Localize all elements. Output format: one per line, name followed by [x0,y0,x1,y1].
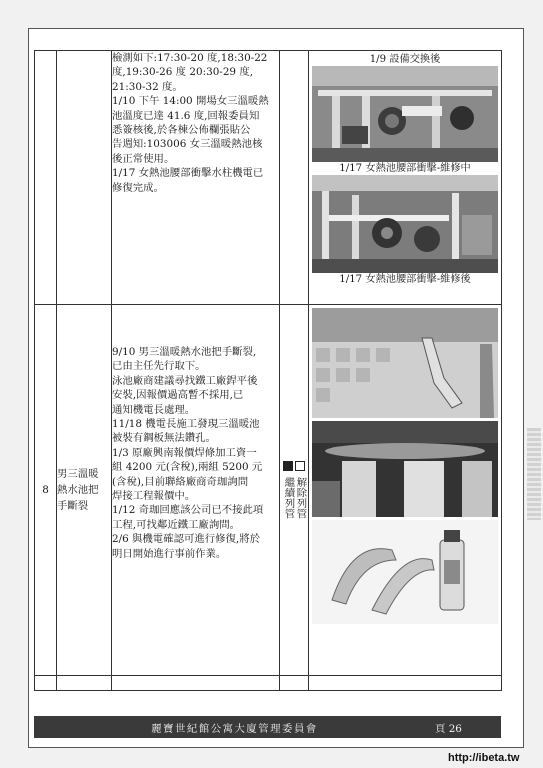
photo-caption: 1/17 女熱池腰部衝擊-維修中 [339,163,471,174]
item-name-cell [57,305,112,676]
item-name-line: 熱水池把 [57,484,99,496]
item-number-cell [35,51,57,305]
description-line: 檢測如下:17:30-20 度,18:30-22 [112,52,268,64]
description-cell [112,51,280,305]
description-line: 工程,可找鄰近鐵工廠詢問。 [112,518,240,531]
status-option-continue [283,461,294,519]
item-name-line: 男三溫暖 [57,468,99,480]
description-line: 已由主任先行取下。 [112,360,206,373]
description-line: 修復完成。 [112,181,164,194]
status-cell [280,305,309,676]
pool-handle-photo [312,308,498,418]
status-cell [280,51,309,305]
page-footer [34,716,501,738]
description-line: 泳池廠商建議尋找鐵工廠銲平後 [112,374,258,387]
description-line: 21:30-32 度。 [112,80,183,93]
pool-bench-photo [312,421,498,517]
description-line: 1/3 原廠興南報價焊條加工資一 [112,446,257,459]
description-line: 後正常使用。 [112,152,175,165]
description-line: 明日開始進行事前作業。 [112,547,227,560]
photo-cell [309,305,502,676]
table-row [35,676,502,691]
item-name-cell [57,51,112,305]
description-line: 1/12 奇珈回應該公司已不接此項 [112,504,264,517]
description-line: 告週知:103006 女三溫暖熱池核 [112,138,263,151]
photo-caption: 1/9 設備交換後 [369,54,441,65]
broken-handle-parts-photo [312,520,498,624]
description-line: 度,19:30-26 度 20:30-29 度, [112,66,254,79]
table-row [35,51,502,305]
description-line: 悉簽核後,於各棟公佈欄張貼公 [112,124,251,137]
description-line: 1/10 下午 14:00 開場女三溫暖熱 [112,95,269,108]
table-row [35,305,502,676]
release-label: 解除列管 [294,477,307,519]
pool-pump-repair-photo [312,175,498,273]
continue-label: 繼續列管 [282,477,295,519]
page-number: 頁 26 [435,722,462,735]
photo-caption: 1/17 女熱池腰部衝擊-維修後 [339,274,471,285]
status-options [283,461,306,519]
description-line: 1/17 女熱池腰部衝擊水柱機電已 [112,167,264,180]
maintenance-table [34,50,502,691]
description-line: 9/10 男三溫暖熱水池把手斷裂, [112,346,257,358]
photo-cell [309,51,502,305]
description-line: 池溫度已達 41.6 度,回報委員知 [112,109,260,122]
site-watermark: http://ibeta.tw [448,752,520,764]
pump-equipment-photo [312,66,498,162]
description-line: 2/6 與機電確認可進行修復,將於 [112,533,261,546]
item-name-line: 手斷裂 [57,500,89,512]
description-line: 組 4200 元(含稅),兩組 5200 元 [112,461,263,474]
description-line: 11/18 機電長施工發現三溫暖池 [112,418,260,431]
description-line: 通知機電長處理。 [112,403,196,416]
description-line: 被裝有鋼板無法鑽孔。 [112,432,216,445]
description-line: 安裝,因報價過高暫不採用,已 [112,389,244,402]
release-checkbox [295,461,305,471]
continue-checkbox-checked [283,461,293,471]
description-line: 焊接工程報價中。 [112,490,196,503]
description-cell [112,305,280,676]
adjacent-page-edge [527,428,541,520]
status-option-release [295,461,306,519]
item-number: 8 [35,305,57,676]
committee-name: 麗寶世紀館公寓大廈管理委員會 [151,722,318,735]
description-line: (含稅),目前聯絡廠商奇珈詢問 [112,475,249,488]
